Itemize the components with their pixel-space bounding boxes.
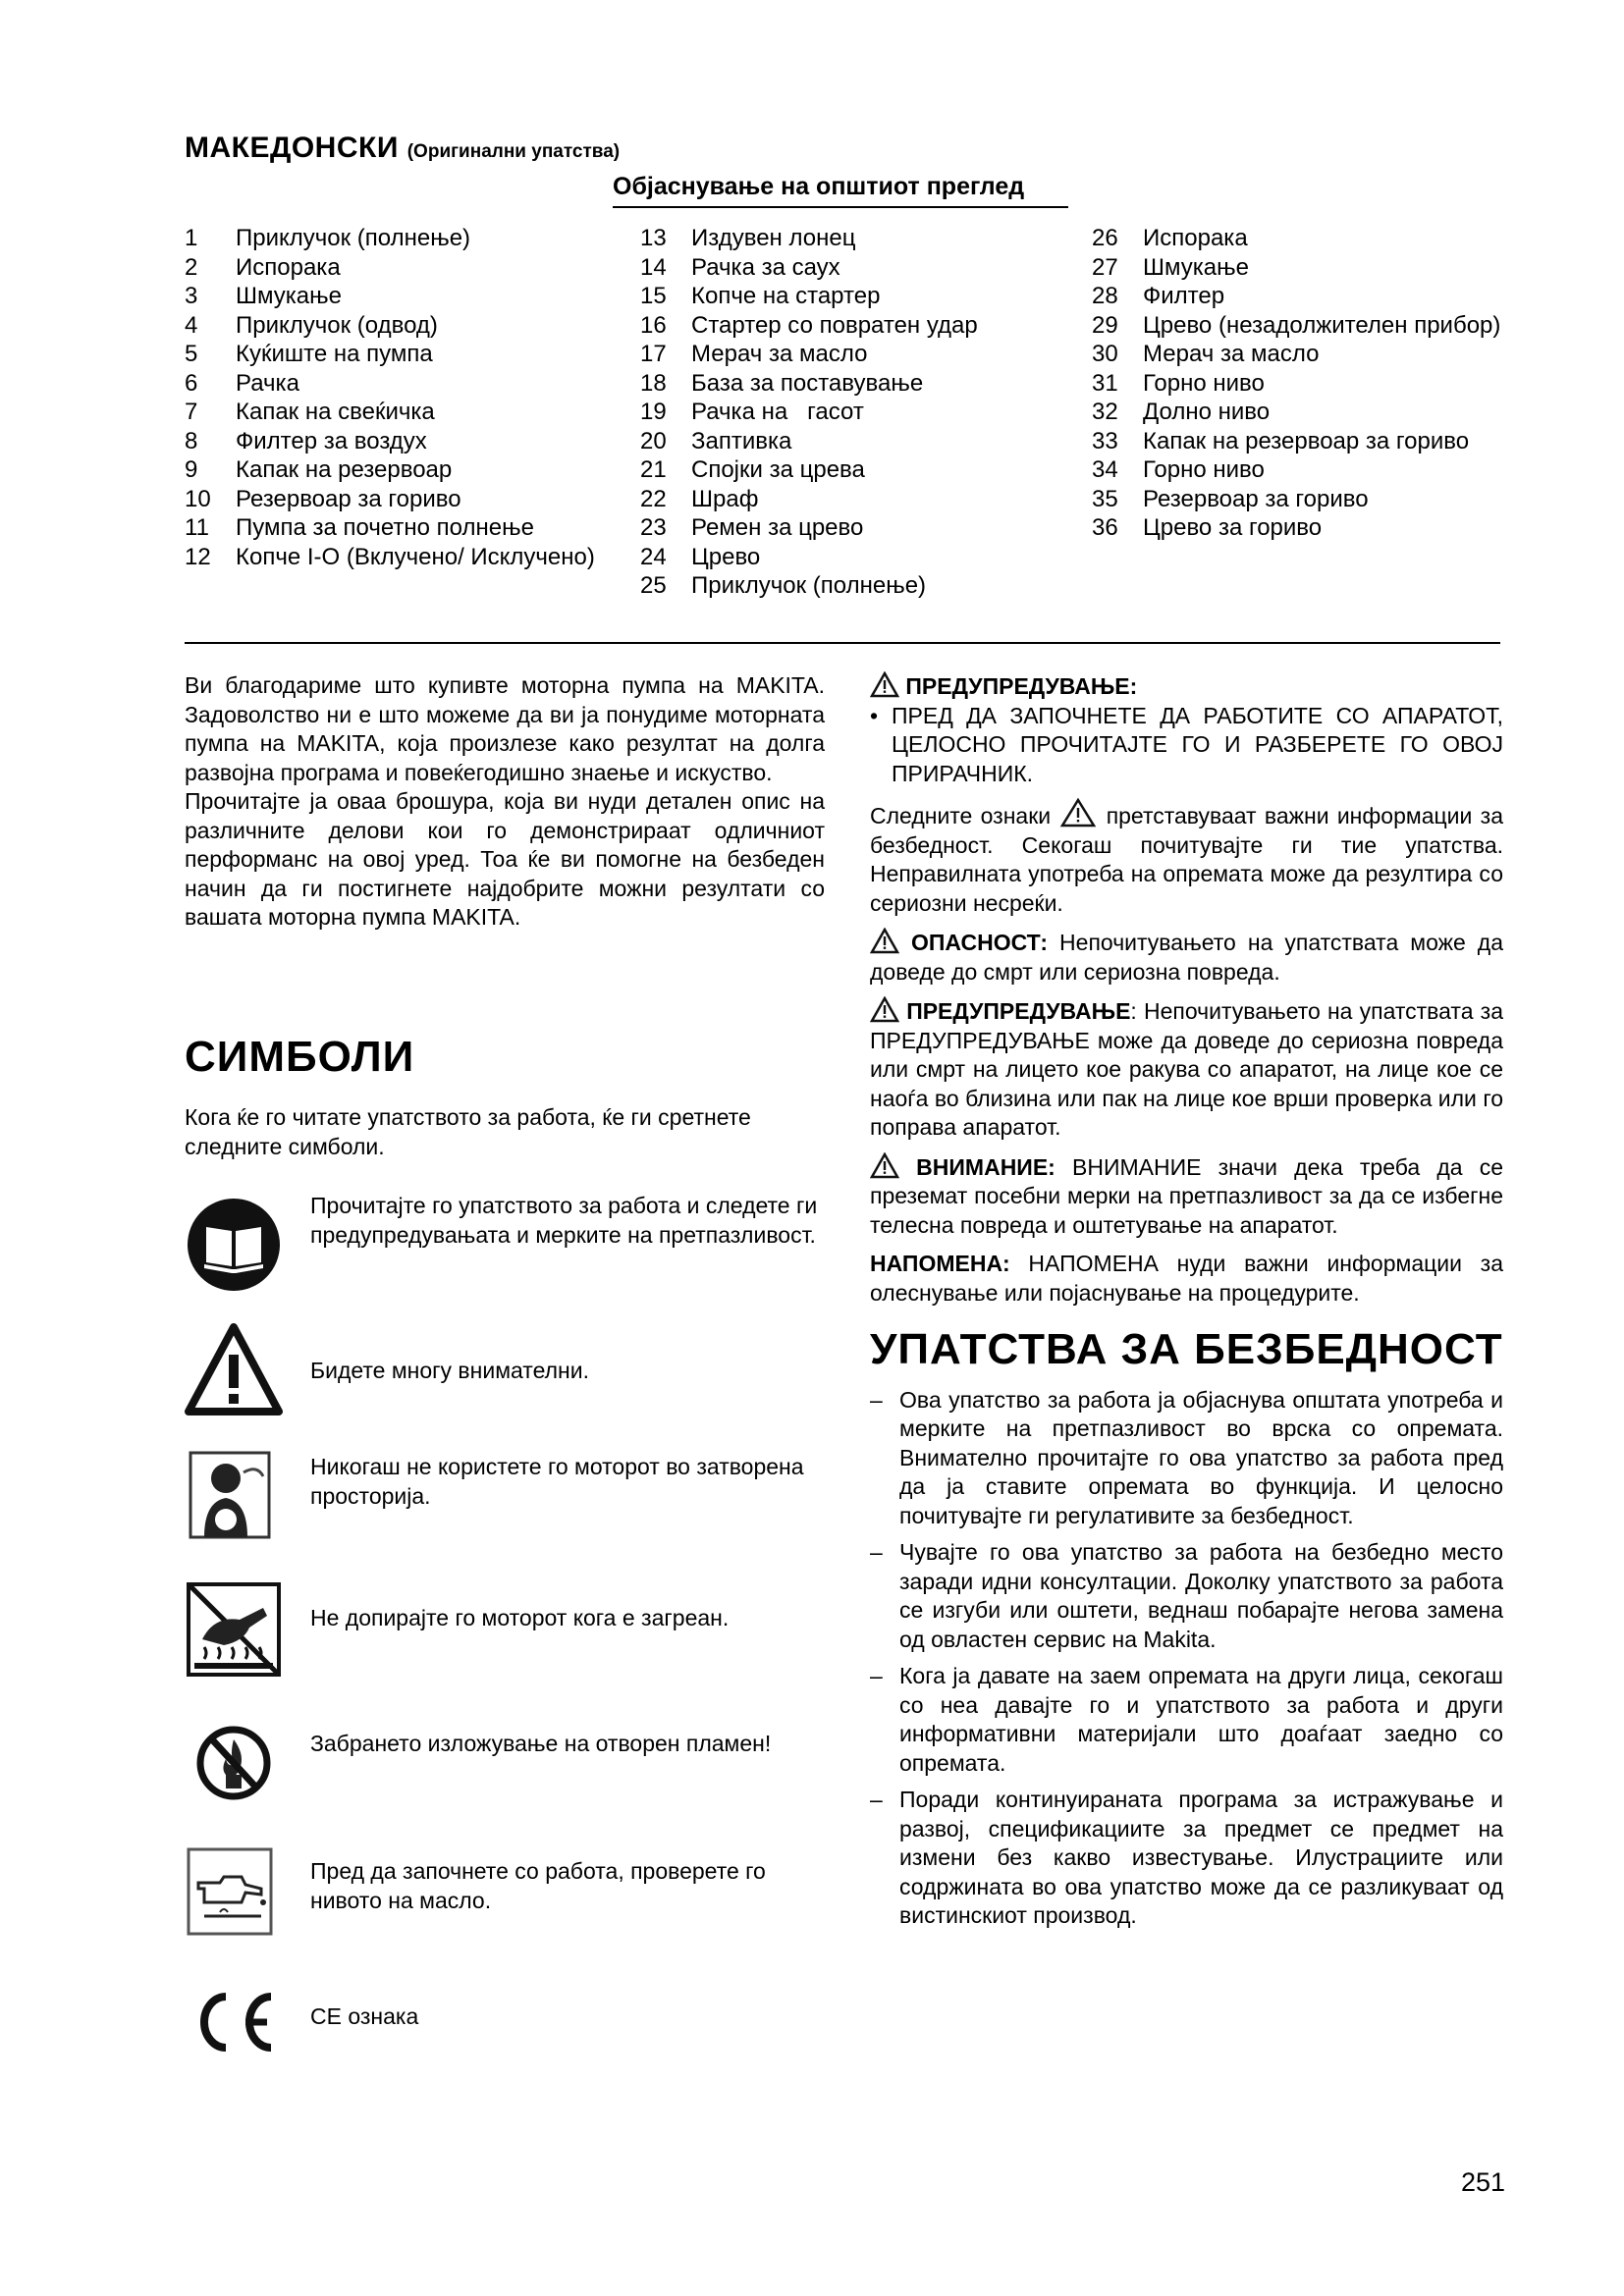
- legend-item-number: 32: [1092, 399, 1118, 425]
- legend-item-number: 22: [640, 485, 667, 512]
- legend-item: [185, 311, 597, 341]
- overview-title-underline: [613, 206, 1068, 208]
- legend-item-number: 34: [1092, 456, 1118, 483]
- legend-item-label: Рачка: [236, 369, 299, 397]
- legend-item-number: 8: [185, 427, 198, 454]
- legend-item-number: 11: [185, 514, 209, 541]
- legend-item: [185, 455, 597, 485]
- warnings-section: [870, 671, 1503, 1939]
- legend-item: [640, 311, 1053, 341]
- symbol-row: [185, 1973, 825, 2091]
- pre-warning-bullet: [870, 702, 1503, 789]
- danger-paragraph: [870, 928, 1503, 987]
- intro-section: [185, 671, 825, 933]
- legend-item: [640, 513, 1053, 543]
- signs-paragraph: [870, 798, 1503, 918]
- legend-item-number: 35: [1092, 485, 1118, 512]
- legend-item-number: 16: [640, 311, 667, 339]
- symbol-row: [185, 1712, 825, 1830]
- symbol-row: [185, 1193, 825, 1313]
- note-title: НАПОМЕНА:: [870, 1251, 1010, 1276]
- legend-item: [640, 543, 1053, 572]
- legend-item-label: Шмукање: [236, 283, 342, 309]
- legend-item-label: Капак на свеќичка: [236, 399, 435, 425]
- dash-marker: –: [870, 1386, 883, 1413]
- safety-item: [870, 1786, 1503, 1931]
- legend-item: [185, 513, 597, 543]
- intro-paragraph-1: Ви благодариме што купивте моторна пумпа на MAKITA. Задоволство ни е што можеме да ви ја понудиме моторната пумпа на MAKITA, која произлезе како резултат на долга развојна програма и повеќегодишно знаење и искуство.: [185, 672, 825, 785]
- no-indoor-icon: [185, 1447, 283, 1545]
- legend-item: [1092, 224, 1504, 253]
- legend-item-label: Пумпа за почетно полнење: [236, 514, 534, 541]
- intro-paragraph-2: Прочитајте ја оваа брошура, која ви нуди детален опис на различните делови кои го демонстрираат одличниот перформанс на овој уред. Тоа ќе ви помогне на безбеден начин да ги постигнете најдобрите можни резултати со вашата моторна пумпа MAKITA.: [185, 788, 825, 930]
- legend-item-number: 33: [1092, 427, 1118, 454]
- legend-item-number: 36: [1092, 514, 1118, 541]
- page-header: [185, 132, 620, 165]
- legend-item-label: Филтер: [1143, 283, 1225, 309]
- safety-item: [870, 1538, 1503, 1654]
- legend-item-label: Испорака: [1143, 225, 1248, 251]
- caution-title: ВНИМАНИЕ:: [916, 1153, 1056, 1180]
- pre-warning-head: [870, 671, 1503, 702]
- warning-title: ПРЕДУПРЕДУВАЊЕ: [906, 998, 1131, 1024]
- legend-item-number: 4: [185, 311, 198, 339]
- warning-triangle-icon: [870, 1152, 899, 1179]
- legend-item-number: 26: [1092, 225, 1118, 251]
- safety-item-text: Кога ја давате на заем опремата на други лица, секогаш со неа давајте го и упатството за работа и други информативни материјали што доаѓаат заедно со опремата.: [899, 1663, 1503, 1776]
- ce-mark-icon: [185, 1973, 283, 2071]
- dash-marker: –: [870, 1787, 883, 1812]
- legend-item: [640, 571, 1053, 601]
- manual-icon: [185, 1196, 283, 1294]
- legend-item: [1092, 282, 1504, 311]
- legend-item: [185, 369, 597, 399]
- symbol-text: Бидете многу внимателни.: [310, 1358, 589, 1383]
- legend-item-label: Капак на резервоар за гориво: [1143, 427, 1470, 454]
- symbol-text: Никогаш не користете го моторот во затворена просторија.: [310, 1454, 804, 1509]
- legend-item-label: Приклучок (одвод): [236, 311, 438, 339]
- pre-warning-text: ПРЕД ДА ЗАПОЧНЕТЕ ДА РАБОТИТЕ СО АПАРАТОТ, ЦЕЛОСНО ПРОЧИТАЈТЕ ГО И РАЗБЕРЕТЕ ГО ОВОЈ ПРИРАЧНИК.: [892, 702, 1503, 786]
- caution-text: ВНИМАНИЕ значи дека треба да се преземат посебни мерки на претпазливост за да се избегне телесна повреда и оштетување на апаратот.: [870, 1153, 1504, 1238]
- note-text: НАПОМЕНА нуди важни информации за олеснување или појаснување на процедурите.: [870, 1251, 1504, 1306]
- legend-item: [640, 253, 1053, 283]
- warning-triangle-icon: [870, 928, 899, 954]
- legend-item-number: 9: [185, 456, 198, 483]
- legend-item-label: Испорака: [236, 253, 341, 281]
- symbol-text: Прочитајте го упатството за работа и следете ги предупредувањата и мерките на претпазливост.: [310, 1193, 818, 1248]
- oil-check-icon: [185, 1845, 283, 1944]
- symbol-text: CE ознака: [310, 2003, 419, 2029]
- legend-item: [1092, 311, 1504, 341]
- legend-item-number: 1: [185, 225, 198, 251]
- legend-item: [1092, 455, 1504, 485]
- legend-item-label: Спојки за црева: [691, 456, 865, 483]
- warning-triangle-icon: [1058, 798, 1098, 828]
- legend-item: [1092, 485, 1504, 514]
- legend-item-label: Резервоар за гориво: [1143, 485, 1369, 512]
- legend-item-label: Копче на стартер: [691, 283, 881, 309]
- legend-item: [1092, 369, 1504, 399]
- legend-item-label: Горно ниво: [1143, 369, 1265, 397]
- legend-item: [640, 398, 1053, 427]
- safety-item: [870, 1386, 1503, 1531]
- legend-item-label: Капак на резервоар: [236, 456, 453, 483]
- legend-item-label: Филтер за воздух: [236, 427, 427, 454]
- symbol-row: [185, 1580, 825, 1698]
- legend-item-label: Копче I-O (Вклучено/ Исклучено): [236, 543, 595, 570]
- legend-item-label: Шраф: [691, 485, 759, 512]
- symbols-intro: Кога ќе го читате упатството за работа, ќе ги сретнете следните симболи.: [185, 1104, 751, 1159]
- legend-item: [185, 224, 597, 253]
- warning-triangle-icon: [870, 671, 899, 698]
- legend-item: [185, 427, 597, 456]
- warning-text: : Непочитувањето на упатствата за ПРЕДУПРЕДУВАЊЕ може да доведе до сериозна повреда или смрт на лицето кое ракува со апаратот, на лице кое се наоѓа во близина или пак на лице кое врши проверка или го поправа апаратот.: [870, 998, 1504, 1140]
- legend-column-3: [1092, 224, 1504, 543]
- legend-item-number: 3: [185, 283, 198, 309]
- legend-item-number: 30: [1092, 341, 1118, 367]
- warning-paragraph: [870, 996, 1503, 1143]
- legend-item-number: 10: [185, 485, 211, 512]
- legend-item: [640, 340, 1053, 369]
- legend-item: [185, 543, 597, 572]
- symbol-row: [185, 1845, 825, 1963]
- legend-item: [1092, 340, 1504, 369]
- legend-item-label: Горно ниво: [1143, 456, 1265, 483]
- legend-item-label: База за поставување: [691, 369, 924, 397]
- legend-item-number: 28: [1092, 283, 1118, 309]
- legend-item: [640, 224, 1053, 253]
- symbol-text: Пред да започнете со работа, проверете го нивото на масло.: [310, 1858, 766, 1913]
- legend-item: [185, 398, 597, 427]
- language-title: МАКЕДОНСКИ: [185, 132, 399, 164]
- legend-item: [1092, 398, 1504, 427]
- legend-item-number: 13: [640, 225, 667, 251]
- overview-title: Објаснување на општиот преглед: [613, 173, 1025, 200]
- legend-item-label: Резервоар за гориво: [236, 485, 461, 512]
- legend-item-label: Мерач за масло: [691, 341, 868, 367]
- pre-warning-title: ПРЕДУПРЕДУВАЊЕ:: [905, 673, 1138, 699]
- symbol-text: Забрането изложување на отворен пламен!: [310, 1731, 772, 1756]
- caution-paragraph: [870, 1152, 1503, 1241]
- legend-item: [640, 485, 1053, 514]
- legend-item: [1092, 427, 1504, 456]
- legend-item-number: 23: [640, 514, 667, 541]
- legend-item-number: 25: [640, 572, 667, 599]
- legend-item: [185, 282, 597, 311]
- legend-item-number: 24: [640, 543, 667, 570]
- safety-item-text: Ова упатство за работа ја објаснува општата употреба и мерките на претпазливост во врска со опремата. Внимателно прочитајте го ова упатство за работа пред да ја ставите опремата во функција. И целосно почитувајте ги регулативите за безбедност.: [899, 1386, 1503, 1528]
- legend-item-label: Ремен за црево: [691, 514, 864, 541]
- legend-item-label: Приклучок (полнење): [691, 572, 927, 599]
- legend-item-number: 14: [640, 253, 667, 281]
- legend-item: [185, 340, 597, 369]
- legend-item-number: 29: [1092, 311, 1118, 339]
- language-subtitle: (Оригинални упатства): [406, 141, 621, 162]
- legend-item-number: 5: [185, 341, 198, 367]
- page-number: 251: [1461, 2167, 1506, 2197]
- symbol-row: [185, 1447, 825, 1565]
- symbols-title: СИМБОЛИ: [185, 1033, 415, 1081]
- legend-item-label: Издувен лонец: [691, 225, 856, 251]
- legend-item-number: 27: [1092, 253, 1118, 281]
- legend-item: [185, 485, 597, 514]
- warning-triangle-icon: [870, 996, 899, 1023]
- signs-text-after: претставуваат важни информации за безбедност. Секогаш почитувајте ги тие упатства. Неправилната употреба на опремата може да резултира со сериозни несреќи.: [870, 803, 1503, 916]
- legend-item-label: Заптивка: [691, 427, 792, 454]
- hot-surface-icon: [185, 1580, 283, 1679]
- legend-item-number: 7: [185, 399, 198, 425]
- legend-item-label: Црево (незадолжителен прибор): [1143, 311, 1501, 339]
- legend-item: [185, 253, 597, 283]
- legend-item-label: Долно ниво: [1143, 399, 1271, 425]
- legend-item-number: 6: [185, 369, 198, 397]
- dash-marker: –: [870, 1663, 883, 1688]
- legend-item: [640, 369, 1053, 399]
- legend-item-label: Стартер со повратен удар: [691, 311, 978, 339]
- legend-item-number: 20: [640, 427, 667, 454]
- legend-item: [640, 455, 1053, 485]
- legend-item-number: 31: [1092, 369, 1118, 397]
- legend-item: [1092, 253, 1504, 283]
- legend-item-number: 21: [640, 456, 667, 483]
- symbols-heading: [185, 1033, 414, 1082]
- legend-item-number: 12: [185, 543, 211, 570]
- legend-item-label: Мерач за масло: [1143, 341, 1320, 367]
- legend-item: [640, 282, 1053, 311]
- legend-item-number: 15: [640, 283, 667, 309]
- legend-item-label: Црево за гориво: [1143, 514, 1323, 541]
- legend-column-1: [185, 224, 597, 571]
- legend-item-label: Црево: [691, 543, 761, 570]
- legend-column-2: [640, 224, 1053, 601]
- safety-item: [870, 1662, 1503, 1778]
- dash-marker: –: [870, 1539, 883, 1565]
- danger-title: ОПАСНОСТ:: [911, 930, 1049, 955]
- legend-item: [640, 427, 1053, 456]
- no-flame-icon: [185, 1712, 283, 1810]
- legend-item-label: Рачка на гасот: [691, 399, 864, 425]
- legend-item-label: Приклучок (полнење): [236, 225, 471, 251]
- symbol-row: [185, 1321, 825, 1439]
- safety-item-text: Поради континуираната програма за истражување и развој, спецификациите за предмет се предмет на измени без какво известување. Илустрациите или содржината во ова упатство може да се разликуваат од вистинскиот производ.: [899, 1787, 1503, 1928]
- legend-item-label: Куќиште на пумпа: [236, 341, 433, 367]
- signs-text-before: Следните ознаки: [870, 803, 1052, 828]
- safety-item-text: Чувајте го ова упатство за работа на безбедно место заради идни консултации. Доколку упатството за работа се изгуби или оштети, веднаш побарајте негова замена од овластен сервис на Makita.: [899, 1539, 1503, 1652]
- legend-item-number: 19: [640, 399, 667, 425]
- symbol-text: Не допирајте го моторот кога е загреан.: [310, 1605, 730, 1630]
- warning-icon: [185, 1321, 283, 1419]
- legend-item-label: Рачка за саух: [691, 253, 840, 281]
- safety-title: УПАТСТВА ЗА БЕЗБЕДНОСТ: [870, 1325, 1503, 1373]
- legend-item-number: 17: [640, 341, 667, 367]
- legend-item: [1092, 513, 1504, 543]
- bullet-dot: •: [870, 702, 879, 728]
- danger-text: Непочитувањето на упатствата може да доведе до смрт или сериозна повреда.: [870, 930, 1503, 985]
- legend-item-number: 18: [640, 369, 667, 397]
- note-paragraph: [870, 1250, 1503, 1308]
- legend-item-label: Шмукање: [1143, 253, 1249, 281]
- legend-item-number: 2: [185, 253, 198, 281]
- section-divider: [185, 642, 1500, 644]
